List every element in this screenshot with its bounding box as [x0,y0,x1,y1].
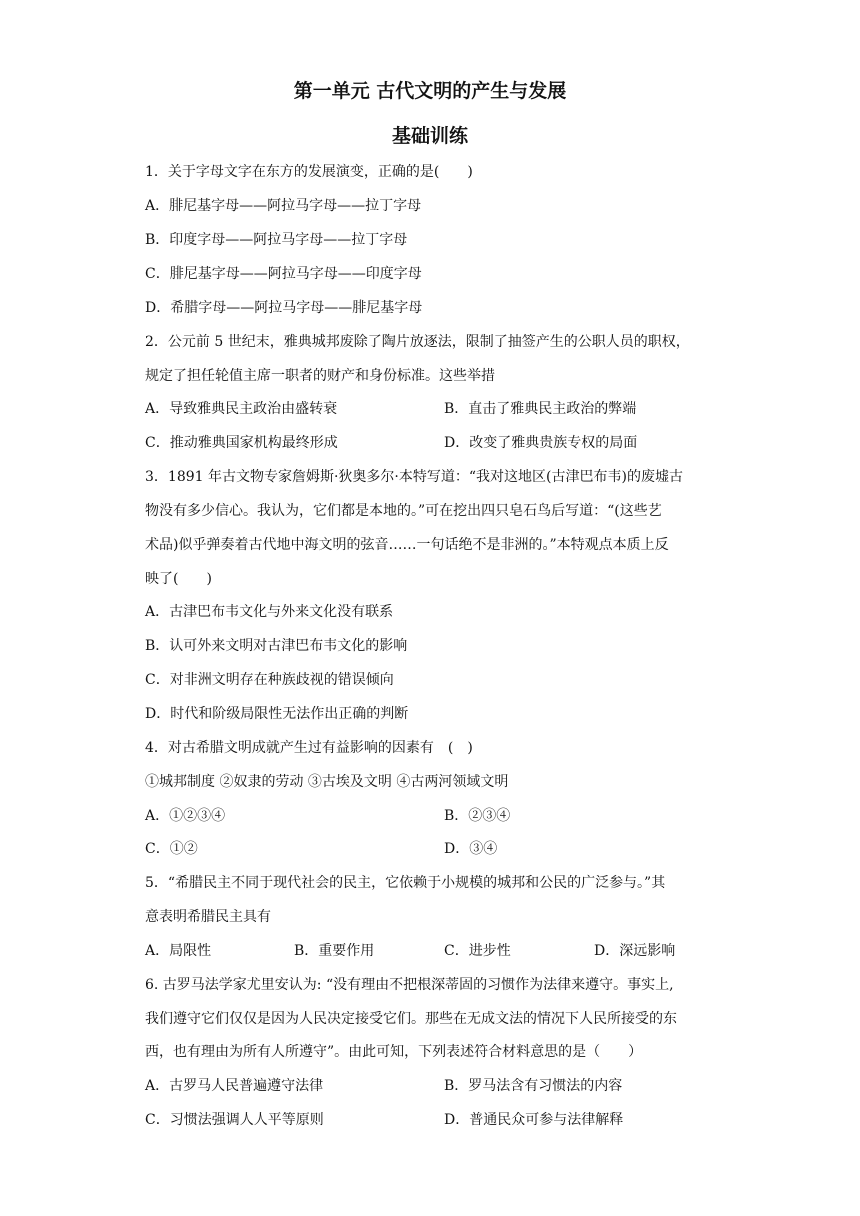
q3-stem-line2: 物没有多少信心。我认为，它们都是本地的。”可在挖出四只皂石鸟后写道：“(这些艺 [145,503,662,519]
q5-stem-line2: 意表明希腊民主具有 [145,909,271,925]
q1-option-a: A．腓尼基字母——阿拉马字母——拉丁字母 [145,198,422,214]
q5-stem-line1: 5．“希腊民主不同于现代社会的民主，它依赖于小规模的城邦和公民的广泛参与。”其 [145,875,666,891]
q6-stem-line1: 6. 古罗马法学家尤里安认为: “没有理由不把根深蒂固的习惯作为法律来遵守。事实上, [145,977,674,993]
q5-option-d: D．深远影响 [594,943,676,959]
q1-option-c: C．腓尼基字母——阿拉马字母——印度字母 [145,266,422,282]
q6-stem-line2: 我们遵守它们仅仅是因为人民决定接受它们。那些在无成文法的情况下人民所接受的东 [145,1011,677,1027]
q4-option-b: B．②③④ [444,808,511,824]
q2-stem-line2: 规定了担任轮值主席一职者的财产和身份标准。这些举措 [145,368,495,384]
q4-option-a: A．①②③④ [145,808,226,824]
q1-stem: 1．关于字母文字在东方的发展演变，正确的是( ) [145,164,473,180]
q5-option-c: C．进步性 [444,943,511,959]
q5-option-b: B．重要作用 [294,943,375,959]
q2-option-c: C．推动雅典国家机构最终形成 [145,435,338,451]
q3-stem-line3: 术品)似乎弹奏着古代地中海文明的弦音……一句话绝不是非洲的。”本特观点本质上反 [145,537,669,553]
q4-items: ①城邦制度 ②奴隶的劳动 ③古埃及文明 ④古两河领域文明 [145,774,509,790]
page-subtitle: 基础训练 [391,125,468,147]
q1-option-d: D．希腊字母——阿拉马字母——腓尼基字母 [145,300,423,316]
q6-option-c: C．习惯法强调人人平等原则 [145,1112,324,1128]
q6-option-d: D．普通民众可参与法律解释 [444,1112,624,1128]
q2-option-a: A．导致雅典民主政治由盛转衰 [145,401,338,417]
q6-option-a: A．古罗马人民普遍遵守法律 [145,1078,324,1094]
q2-option-d: D．改变了雅典贵族专权的局面 [444,435,638,451]
page-title: 第一单元 古代文明的产生与发展 [293,80,567,102]
q3-stem-line4: 映了( ) [145,571,212,587]
q1-option-b: B．印度字母——阿拉马字母——拉丁字母 [145,232,408,248]
q4-option-d: D．③④ [444,841,498,857]
q2-option-b: B．直击了雅典民主政治的弊端 [444,401,637,417]
q4-option-c: C．①② [145,841,198,857]
q4-stem: 4．对古希腊文明成就产生过有益影响的因素有 ( ) [145,740,473,756]
q6-stem-line3: 西，也有理由为所有人所遵守”。由此可知，下列表述符合材料意思的是（ ） [145,1044,643,1060]
q3-option-d: D．时代和阶级局限性无法作出正确的判断 [145,706,409,722]
q3-option-b: B．认可外来文明对古津巴布韦文化的影响 [145,638,408,654]
q3-option-a: A．古津巴布韦文化与外来文化没有联系 [145,604,394,620]
q3-stem-line1: 3．1891 年古文物专家詹姆斯·狄奥多尔·本特写道：“我对这地区(古津巴布韦)的废墟古 [145,469,683,485]
q5-option-a: A．局限性 [145,943,212,959]
q3-option-c: C．对非洲文明存在种族歧视的错误倾向 [145,672,394,688]
q6-option-b: B．罗马法含有习惯法的内容 [444,1078,623,1094]
q2-stem-line1: 2．公元前 5 世纪末，雅典城邦废除了陶片放逐法，限制了抽签产生的公职人员的职权， [145,334,690,350]
